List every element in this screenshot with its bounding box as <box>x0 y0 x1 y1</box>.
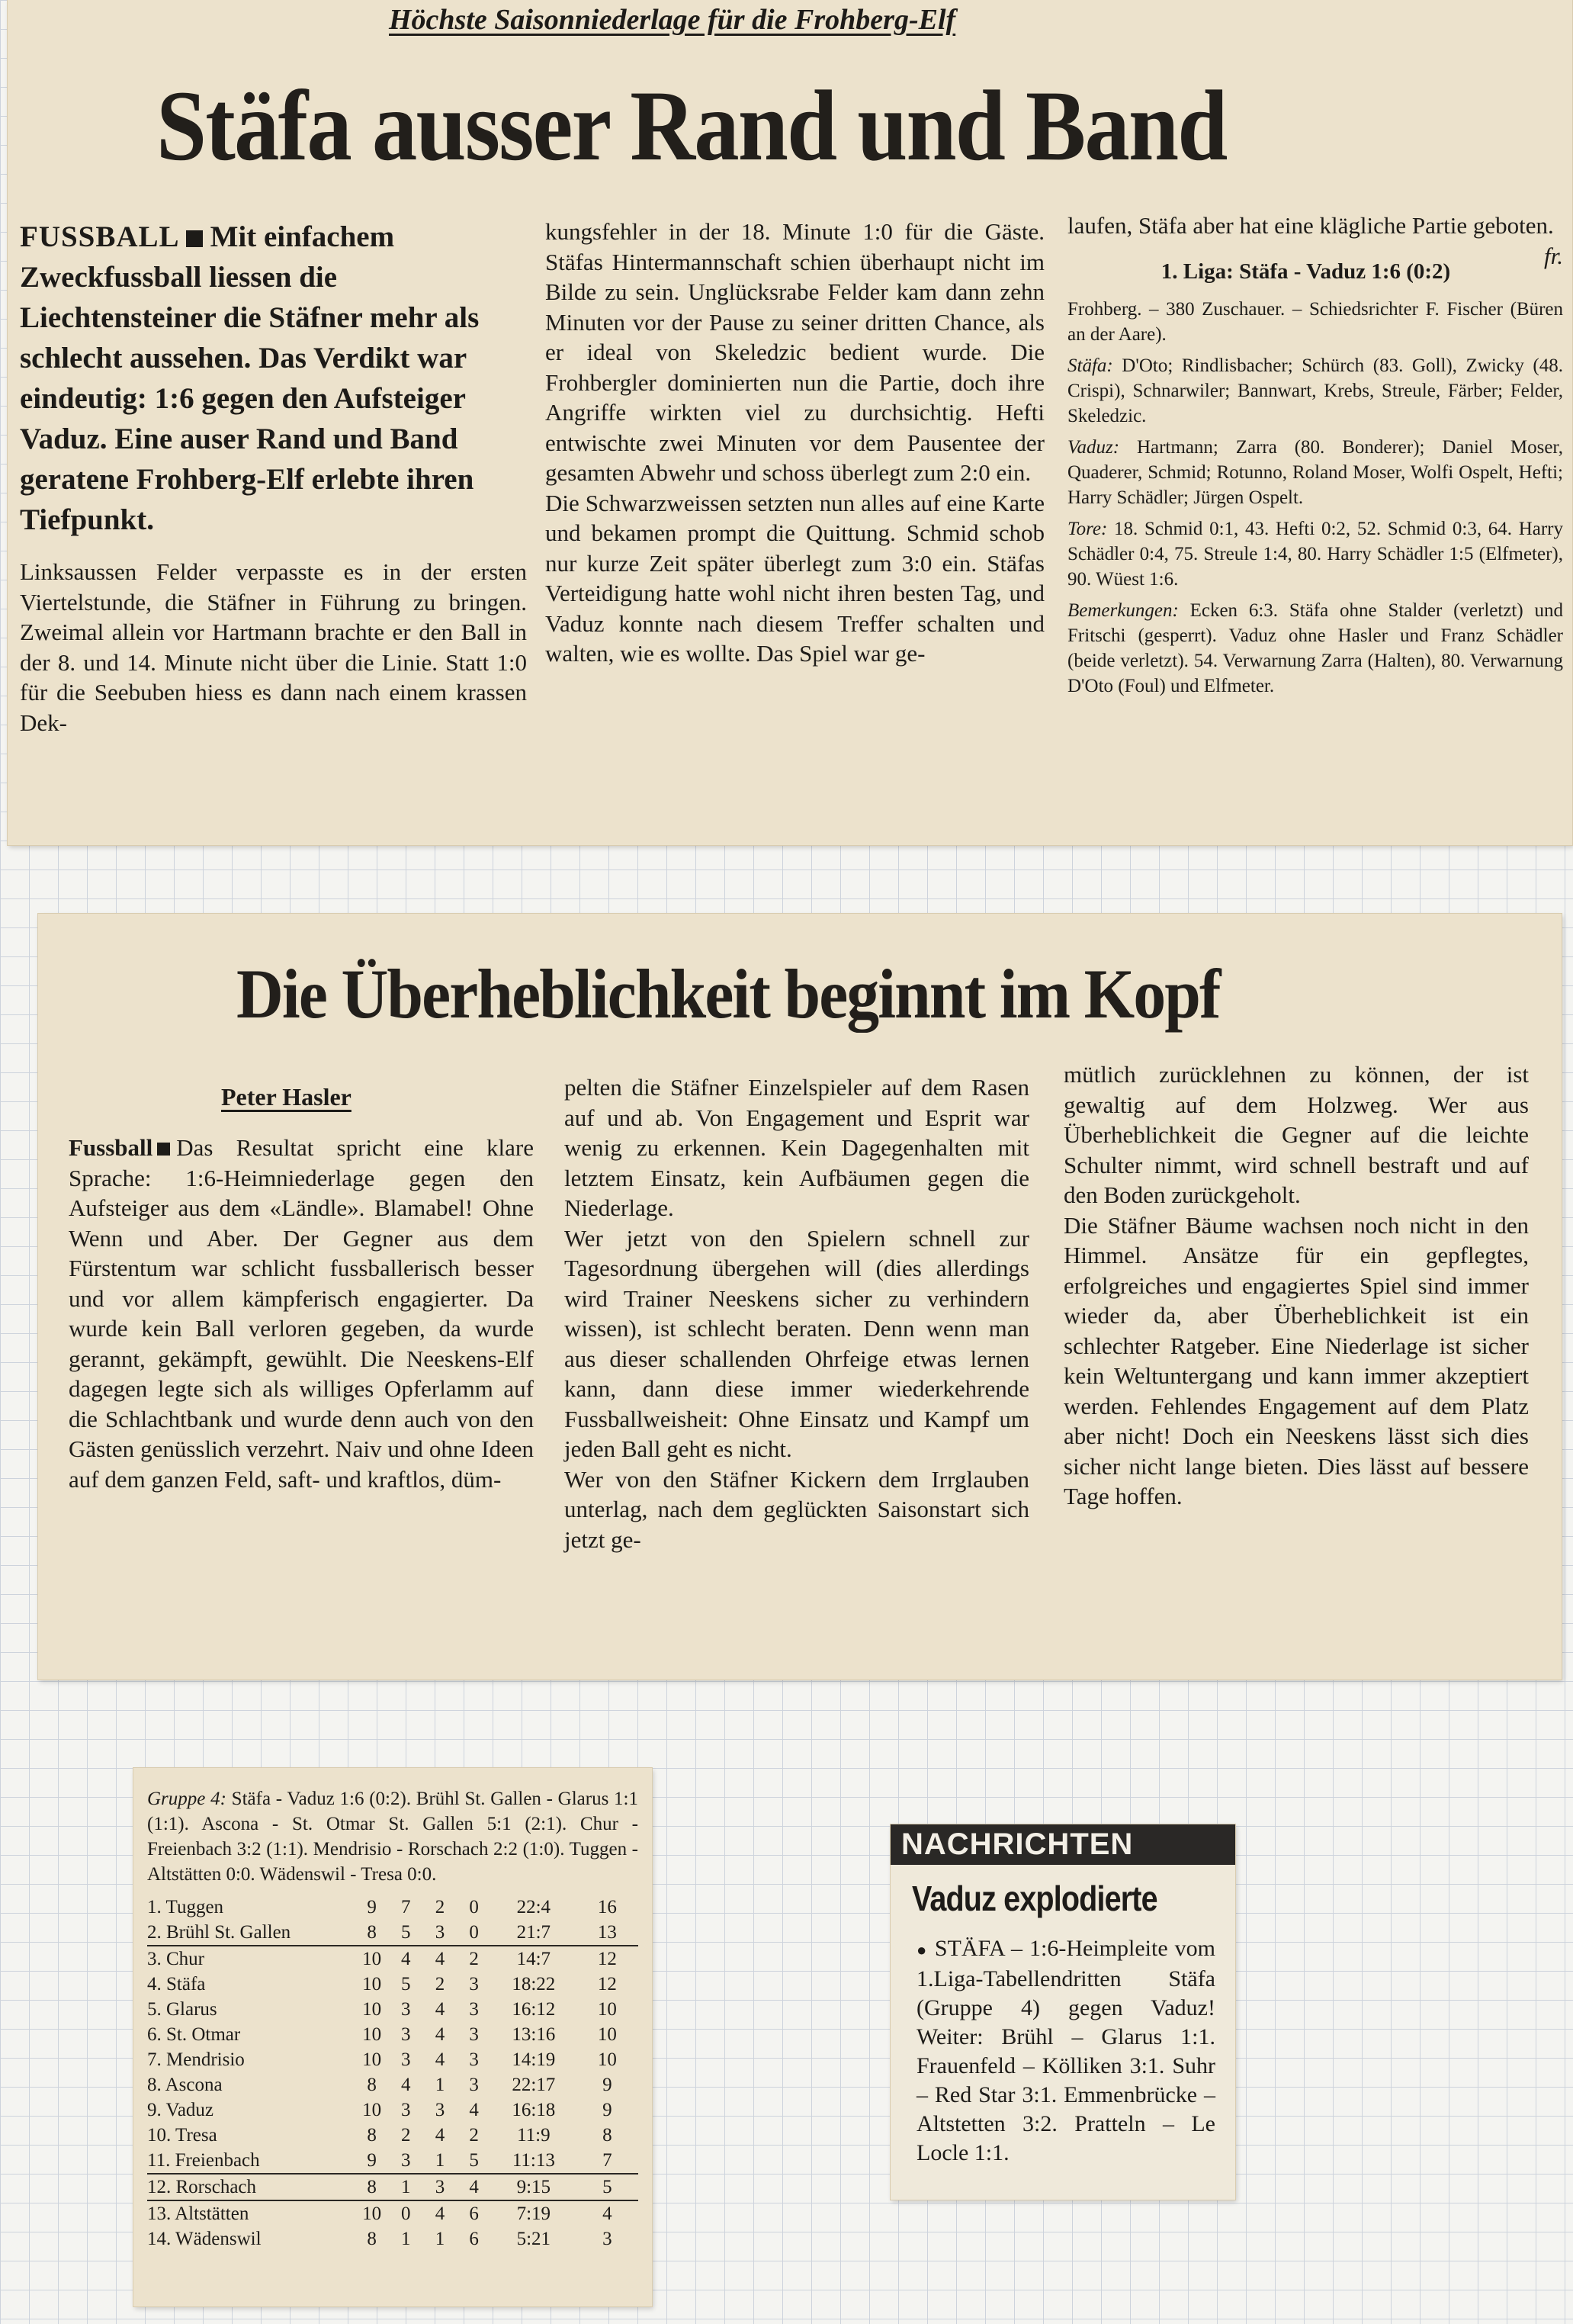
stat-cell: 8 <box>355 2174 389 2200</box>
article-paragraph <box>1067 211 1563 269</box>
stat-cell: 14:19 <box>512 2049 556 2070</box>
table-row <box>147 2097 638 2123</box>
stat-cell: 3 <box>401 2024 411 2045</box>
stat-cell: 9:15 <box>491 2174 576 2200</box>
stat-cell: 8 <box>367 2075 377 2095</box>
article-paragraph: mütlich zurücklehnen zu können, der ist gewaltig auf dem Holzweg. Wer aus Überheblichkeit die Gegner auf die leichte Schulter nimmt, wird schnell bestraft und auf den Boden zurückgeholt. <box>1064 1061 1529 1208</box>
remarks-label: Bemerkungen: <box>1067 599 1179 621</box>
remarks-text: Ecken 6:3. Stäfa ohne Stalder (verletzt) und Fritschi (gesperrt). Vaduz ohne Hasler und Franz Schädler (beide verletzt). 54. Verwarnung Zarra (Halten), 80. Verwarnung D'Oto (Foul) und Elfmeter. <box>1067 599 1563 696</box>
stat-cell: 0 <box>389 2200 423 2226</box>
stat-cell: 1 <box>401 2229 411 2249</box>
stat-cell: 7 <box>401 1897 411 1917</box>
article-column-2 <box>545 217 1045 669</box>
table-row <box>147 2174 638 2200</box>
author-signature: fr. <box>1544 242 1563 269</box>
team-cell: 1. Tuggen <box>147 1897 224 1917</box>
stat-cell: 16 <box>597 1897 617 1917</box>
goals-list <box>1067 516 1563 592</box>
section-header: NACHRICHTEN <box>891 1824 1235 1865</box>
stat-cell: 3 <box>469 2024 479 2045</box>
stat-cell: 2 <box>435 1974 445 1995</box>
stat-cell: 4 <box>401 2075 411 2095</box>
stat-cell: 7 <box>602 2150 612 2171</box>
stat-cell: 4 <box>576 2200 638 2226</box>
table-row <box>147 1920 638 1946</box>
results-text: Stäfa - Vaduz 1:6 (0:2). Brühl St. Gallen - Glarus 1:1 (1:1). Ascona - St. Otmar St. Gallen 5:1 (2:1). Chur - Freienbach 3:2 (1:1). Mendrisio - Rorschach 2:2 (1:0). Tuggen - Altstätten 0:0. Wädenswil - Tresa 0:0. <box>147 1789 638 1885</box>
article-column-1 <box>69 1083 534 1494</box>
team-cell: 10. Tresa <box>147 2125 217 2146</box>
stat-cell: 1 <box>435 2229 445 2249</box>
stat-cell: 10 <box>597 1999 617 2020</box>
table-row <box>147 2123 638 2148</box>
article-clipping-stafa <box>8 0 1572 845</box>
team-cell: 5. Glarus <box>147 1999 217 2020</box>
stat-cell: 6 <box>457 2200 491 2226</box>
stat-cell: 4 <box>435 1999 445 2020</box>
stat-cell: 4 <box>389 1946 423 1972</box>
stat-cell: 16:12 <box>512 1999 556 2020</box>
stat-cell: 7:19 <box>491 2200 576 2226</box>
standings-clipping <box>133 1768 652 2306</box>
stat-cell: 9 <box>602 2100 612 2120</box>
closing-text: laufen, Stäfa aber hat eine klägliche Partie geboten. <box>1067 212 1554 239</box>
article-headline: Stäfa ausser Rand und Band <box>156 69 1227 182</box>
stat-cell: 4 <box>435 2024 445 2045</box>
stat-cell: 10 <box>362 2049 382 2070</box>
article-paragraph: pelten die Stäfner Einzelspieler auf dem Rasen auf und ab. Von Engagement und Esprit war wenig zu erkennen. Kein Dagegenhalten mit letztem Einsatz, kein Aufbäumen gegen die Niederlage. <box>564 1074 1029 1221</box>
lineup-label: Vaduz: <box>1067 436 1120 458</box>
stat-cell: 13:16 <box>512 2024 556 2045</box>
table-row <box>147 2072 638 2097</box>
stat-cell: 10 <box>362 1974 382 1995</box>
news-body: STÄFA – 1:6-Heimpleite vom 1.Liga-Tabellendritten Stäfa (Gruppe 4) gegen Vaduz! Weiter: Brühl – Glarus 1:1. Frauenfeld – Kölliken 3:1. Suhr – Red Star 3:1. Emmenbrücke – Altstetten 3:2. Pratteln – Le Locle 1:1. <box>917 1936 1215 2165</box>
team-cell: 9. Vaduz <box>147 2100 214 2120</box>
stat-cell: 16:18 <box>512 2100 556 2120</box>
stat-cell: 10 <box>355 2200 389 2226</box>
goals-text: 18. Schmid 0:1, 43. Hefti 0:2, 52. Schmid 0:3, 64. Harry Schädler 0:4, 75. Streule 1:4, 80. Harry Schädler 1:5 (Elfmeter), 90. Wüest 1:6. <box>1067 518 1564 590</box>
article-paragraph: Wer von den Stäfner Kickern dem Irrglauben unterlag, nach dem geglückten Saisonstart sich jetzt ge- <box>564 1465 1029 1553</box>
stat-cell: 3 <box>469 1974 479 1995</box>
table-row <box>147 1946 638 1972</box>
stat-cell: 11:13 <box>512 2150 555 2171</box>
stat-cell: 10 <box>355 1946 389 1972</box>
stat-cell: 0 <box>469 1922 479 1943</box>
stat-cell: 4 <box>457 2174 491 2200</box>
news-text <box>917 1934 1215 2168</box>
stat-cell: 3 <box>435 2100 445 2120</box>
stat-cell: 3 <box>401 2049 411 2070</box>
stat-cell: 3 <box>401 2100 411 2120</box>
stat-cell: 3 <box>401 2150 411 2171</box>
round-results <box>147 1786 638 1887</box>
article-paragraph: Wer jetzt von den Spielern schnell zur Tagesordnung übergehen will (dies allerdings wird Trainer Neeskens sicher zu verhindern wissen), ist schlecht beraten. Denn wenn man aus dieser schallenden Ohrfeige etwas lernen kann, dann diese immer wiederkehrende Fussballweisheit: Ohne Einsatz und Kampf um jeden Ball geht es nicht. <box>564 1224 1029 1462</box>
table-row <box>147 2047 638 2072</box>
team-cell: 4. Stäfa <box>147 1974 206 1995</box>
stat-cell: 5 <box>576 2174 638 2200</box>
team-cell: 14. Wädenswil <box>147 2229 262 2249</box>
team-cell: 3. Chur <box>147 1946 355 1972</box>
stat-cell: 3 <box>469 1999 479 2020</box>
news-clipping <box>891 1824 1235 2200</box>
stat-cell: 1 <box>435 2075 445 2095</box>
stat-cell: 4 <box>469 2100 479 2120</box>
news-title: Vaduz explodierte <box>912 1879 1157 1918</box>
stat-cell: 12 <box>597 1974 617 1995</box>
stat-cell: 10 <box>597 2049 617 2070</box>
table-row <box>147 2148 638 2174</box>
team-cell: 12. Rorschach <box>147 2174 355 2200</box>
stat-cell: 3 <box>469 2075 479 2095</box>
stat-cell: 1 <box>435 2150 445 2171</box>
stat-cell: 14:7 <box>491 1946 576 1972</box>
stat-cell: 3 <box>435 1922 445 1943</box>
stat-cell: 3 <box>602 2229 612 2249</box>
stat-cell: 5 <box>401 1922 411 1943</box>
team-cell: 13. Altstätten <box>147 2200 355 2226</box>
stat-cell: 9 <box>602 2075 612 2095</box>
stat-cell: 4 <box>423 2200 457 2226</box>
table-row <box>147 1997 638 2022</box>
stat-cell: 4 <box>435 2049 445 2070</box>
stat-cell: 3 <box>469 2049 479 2070</box>
team-cell: 8. Ascona <box>147 2075 223 2095</box>
stat-cell: 11:9 <box>517 2125 551 2146</box>
stat-cell: 22:17 <box>512 2075 556 2095</box>
square-bullet-icon <box>157 1143 170 1156</box>
stat-cell: 2 <box>469 2125 479 2146</box>
article-column-3 <box>1064 1059 1529 1512</box>
stat-cell: 10 <box>362 1999 382 2020</box>
stat-cell: 12 <box>576 1946 638 1972</box>
stat-cell: 9 <box>367 1897 377 1917</box>
remarks <box>1067 598 1563 699</box>
stat-cell: 4 <box>435 2125 445 2146</box>
stat-cell: 10 <box>362 2100 382 2120</box>
stat-cell: 5 <box>401 1974 411 1995</box>
team-cell: 2. Brühl St. Gallen <box>147 1922 291 1943</box>
bullet-icon: ● <box>917 1940 928 1959</box>
match-info-box <box>1067 259 1563 699</box>
stat-cell: 5 <box>469 2150 479 2171</box>
team-cell: 11. Freienbach <box>147 2150 260 2171</box>
article-text: Das Resultat spricht eine klare Sprache: 1:6-Heimniederlage gegen den Aufsteiger aus dem «Ländle». Blamabel! Ohne Wenn und Aber. Der Gegner aus dem Fürstentum war schlicht fussballerisch besser und vor allem kämpferisch engagierter. Da wurde kein Ball verloren gegeben, da wurde gerannt, gekämpft, gewühlt. Die Neeskens-Elf dagegen legte sich als williges Opferlamm auf die Schlachtbank und wurde denn auch von den Gästen genüsslich verzehrt. Naiv und ohne Ideen auf dem ganzen Feld, saft- und kraftlos, düm- <box>69 1134 534 1493</box>
stat-cell: 8 <box>602 2125 612 2146</box>
table-row <box>147 2200 638 2226</box>
stat-cell: 1 <box>389 2174 423 2200</box>
article-rubric: Fussball <box>69 1134 153 1161</box>
stat-cell: 5:21 <box>516 2229 551 2249</box>
team-cell: 7. Mendrisio <box>147 2049 245 2070</box>
stat-cell: 21:7 <box>516 1922 551 1943</box>
stat-cell: 2 <box>457 1946 491 1972</box>
lineup-stafa <box>1067 353 1563 429</box>
article-kicker: Höchste Saisonniederlage für die Frohberg-Elf <box>389 4 956 36</box>
stat-cell: 8 <box>367 1922 377 1943</box>
article-clipping-commentary <box>38 914 1562 1680</box>
stat-cell: 4 <box>423 1946 457 1972</box>
stat-cell: 0 <box>469 1897 479 1917</box>
author-byline: Peter Hasler <box>221 1083 352 1111</box>
article-column-2 <box>564 1072 1029 1554</box>
stat-cell: 3 <box>423 2174 457 2200</box>
stat-cell: 9 <box>367 2150 377 2171</box>
stat-cell: 8 <box>367 2125 377 2146</box>
article-paragraph: Die Schwarzweissen setzten nun alles auf eine Karte und bekamen prompt die Quittung. Schmid schob nur kurze Zeit später überlegt zum 3:0 ein. Stäfas Verteidigung hatte wohl nicht ihren besten Tag, und Vaduz konnte nach diesem Treffer schalten und walten, wie es wollte. Das Spiel war ge- <box>545 489 1045 667</box>
team-cell: 6. St. Otmar <box>147 2024 241 2045</box>
square-bullet-icon <box>186 230 203 247</box>
article-column-1 <box>20 217 527 738</box>
stat-cell: 10 <box>362 2024 382 2045</box>
article-paragraph <box>69 1133 534 1494</box>
stat-cell: 6 <box>469 2229 479 2249</box>
match-title: 1. Liga: Stäfa - Vaduz 1:6 (0:2) <box>1160 259 1451 284</box>
table-row <box>147 1895 638 1920</box>
lineup-players: Hartmann; Zarra (80. Bonderer); Daniel Moser, Quaderer, Schmid; Rotunno, Roland Moser, Wolfi Ospelt, Hefti; Harry Schädler; Jürgen Ospelt. <box>1067 436 1564 508</box>
article-paragraph: Die Stäfner Bäume wachsen noch nicht in den Himmel. Ansätze für ein gepflegtes, erfolgreiches und engagiertes Spiel sind immer wieder da, aber Überheblichkeit ist ein schlechter Ratgeber. Eine Niederlage ist sicher kein Weltuntergang und kann immer akzeptiert werden. Fehlendes Engagement auf dem Platz aber nicht! Doch ein Neeskens lässt sich dies sicher nicht lange bieten. Dies lässt auf bessere Tage hoffen. <box>1064 1211 1529 1509</box>
stat-cell: 22:4 <box>516 1897 551 1917</box>
group-label: Gruppe 4: <box>147 1789 226 1809</box>
stat-cell: 2 <box>435 1897 445 1917</box>
stat-cell: 18:22 <box>512 1974 556 1995</box>
stat-cell: 13 <box>597 1922 617 1943</box>
lineup-players: D'Oto; Rindlisbacher; Schürch (83. Goll), Zwicky (48. Crispi), Schnarwiler; Bannwart, Krebs, Streule, Färber; Felder, Skeledzic. <box>1067 355 1564 426</box>
league-table <box>147 1895 638 2252</box>
match-venue: Frohberg. – 380 Zuschauer. – Schiedsrichter F. Fischer (Büren an der Aare). <box>1067 298 1563 345</box>
stat-cell: 8 <box>367 2229 377 2249</box>
table-row <box>147 2226 638 2252</box>
stat-cell: 3 <box>401 1999 411 2020</box>
article-paragraph: kungsfehler in der 18. Minute 1:0 für die Gäste. Stäfas Hintermannschaft schien überhaupt nicht im Bilde zu sein. Unglücksrabe Felder kam dann zehn Minuten vor der Pause zu seiner dritten Chance, als er ideal von Skeledzic bedient wurde. Die Frohbergler dominierten nun die Partie, doch ihre Angriffe wirkten viel zu durchsichtig. Hefti entwischte zwei Minuten vor dem Pausentee der gesamten Abwehr und schoss überlegt zum 2:0 ein. <box>545 218 1045 486</box>
lineup-label: Stäfa: <box>1067 355 1113 376</box>
stat-cell: 2 <box>401 2125 411 2146</box>
goals-label: Tore: <box>1067 518 1108 539</box>
article-paragraph: Linksaussen Felder verpasste es in der ersten Viertelstunde, die Stäfner in Führung zu bringen. Zweimal allein vor Hartmann brachte er den Ball in der 8. und 14. Minute nicht über die Linie. Statt 1:0 für die Seebuben hiess es dann nach einem krassen Dek- <box>20 558 527 736</box>
article-headline: Die Überheblichkeit beginnt im Kopf <box>236 955 1220 1033</box>
table-row <box>147 2022 638 2047</box>
lead-text: Mit einfachem Zweckfussball liessen die Liechtensteiner die Stäfner mehr als schlecht aussehen. Das Verdikt war eindeutig: 1:6 gegen den Aufsteiger Vaduz. Eine auser Rand und Band geratene Frohberg-Elf erlebte ihren Tiefpunkt. <box>20 220 480 536</box>
lead-rubric: FUSSBALL <box>20 220 180 253</box>
article-column-3 <box>1067 211 1563 699</box>
lineup-vaduz <box>1067 435 1563 510</box>
article-lead <box>20 217 527 540</box>
table-row <box>147 1972 638 1997</box>
stat-cell: 10 <box>597 2024 617 2045</box>
